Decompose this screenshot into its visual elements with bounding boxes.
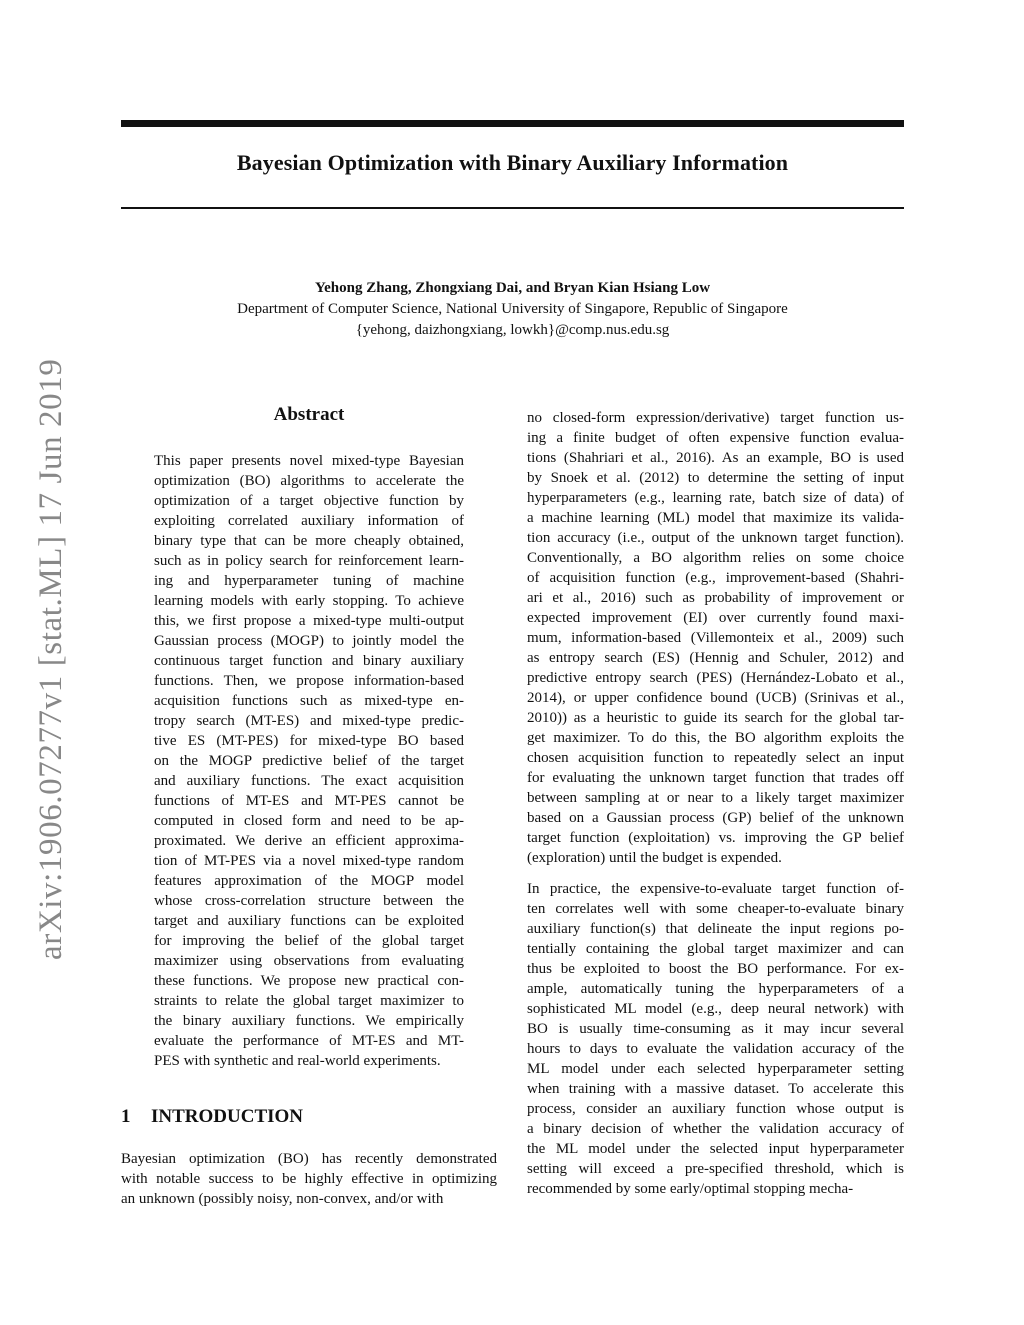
text-line: tive ES (MT-PES) for mixed-type BO based <box>154 733 464 749</box>
text-line: Conventionally, a BO algorithm relies on some choice <box>527 550 904 566</box>
text-line: predictive entropy search (PES) (Hernández-Lobato et al., <box>527 670 904 686</box>
text-line: straints to relate the global target maximizer to <box>154 993 464 1009</box>
text-line: setting will exceed a pre-specified threshold, which is <box>527 1161 904 1177</box>
right-column <box>527 408 904 1210</box>
text-line: 2010)) as a heuristic to guide its search for the global tar- <box>527 710 904 726</box>
section-title: INTRODUCTION <box>151 1106 304 1127</box>
text-line: Gaussian process (MOGP) to jointly model the <box>154 633 464 649</box>
text-line: ari et al., 2016) such as probability of improvement or <box>527 590 904 606</box>
text-line: tions (Shahriari et al., 2016). As an example, BO is used <box>527 450 904 466</box>
text-line: and auxiliary functions. The exact acquisition <box>154 773 464 789</box>
text-line: ten correlates well with some cheaper-to-evaluate binary <box>527 901 904 917</box>
text-line: such as in policy search for reinforcement learn- <box>154 553 464 569</box>
section-number: 1 <box>121 1106 131 1127</box>
text-line: target and auxiliary functions can be exploited <box>154 913 464 929</box>
text-line: PES with synthetic and real-world experiments. <box>154 1053 441 1069</box>
text-line: get maximizer. To do this, the BO algorithm exploits the <box>527 730 904 746</box>
text-line: evaluate the performance of MT-ES and MT- <box>154 1033 464 1049</box>
text-line: tentially containing the global target maximizer and can <box>527 941 904 957</box>
text-line: process, consider an auxiliary function whose output is <box>527 1101 904 1117</box>
section-heading <box>121 1106 501 1128</box>
text-line: a binary decision of whether the validation accuracy of <box>527 1121 904 1137</box>
text-line: these functions. We propose new practical con- <box>154 973 464 989</box>
text-line: features approximation of the MOGP model <box>154 873 464 889</box>
text-line: by Snoek et al. (2012) to determine the setting of input <box>527 470 904 486</box>
text-line: This paper presents novel mixed-type Bayesian <box>154 453 464 469</box>
text-line: hyperparameters (e.g., learning rate, batch size of data) of <box>527 490 904 506</box>
title-rule-top <box>121 120 904 127</box>
text-line: expected improvement (EI) over currently found maxi- <box>527 610 904 626</box>
text-line: tion of MT-PES via a novel mixed-type random <box>154 853 464 869</box>
text-line: functions of MT-ES and MT-PES cannot be <box>154 793 464 809</box>
text-line: target function (exploitation) vs. improving the GP belief <box>527 830 904 846</box>
text-line: the ML model under the selected input hyperparameter <box>527 1141 904 1157</box>
introduction-text <box>121 1149 497 1209</box>
text-line: as entropy search (ES) (Hennig and Schuler, 2012) and <box>527 650 904 666</box>
text-line: ML model under each selected hyperparameter setting <box>527 1061 904 1077</box>
paper-title: Bayesian Optimization with Binary Auxiliary Information <box>236 150 789 175</box>
text-line: when training with a massive dataset. To accelerate this <box>527 1081 904 1097</box>
text-line: ing a finite budget of often expensive function evalua- <box>527 430 904 446</box>
text-line: (exploration) until the budget is expended. <box>527 850 782 866</box>
text-line: recommended by some early/optimal stopping mecha- <box>527 1181 854 1197</box>
text-line: chosen acquisition function to repeatedly select an input <box>527 750 904 766</box>
text-line: between sampling at or near to a likely target maximizer <box>527 790 904 806</box>
text-line: BO is usually time-consuming as it may incur several <box>527 1021 904 1037</box>
abstract-heading: Abstract <box>273 404 345 425</box>
abstract-text <box>154 451 464 1071</box>
email: {yehong, daizhongxiang, lowkh}@comp.nus.edu.sg <box>355 322 670 338</box>
author-block <box>121 278 904 341</box>
text-line: an unknown (possibly noisy, non-convex, and/or with <box>121 1191 444 1207</box>
text-line: a machine learning (ML) model that maximize its valida- <box>527 510 904 526</box>
text-line: with notable success to be highly effective in optimizing <box>121 1171 497 1187</box>
text-line: binary type that can be more cheaply obtained, <box>154 533 464 549</box>
text-line: functions. Then, we propose information-based <box>154 673 464 689</box>
text-line: 2014), or upper confidence bound (UCB) (Srinivas et al., <box>527 690 904 706</box>
text-line: ing and hyperparameter tuning of machine <box>154 573 464 589</box>
text-line: whose cross-correlation structure between the <box>154 893 464 909</box>
text-line: ample, automatically tuning the hyperparameters of a <box>527 981 904 997</box>
text-line: proximated. We derive an efficient approxima- <box>154 833 464 849</box>
text-line: no closed-form expression/derivative) target function us- <box>527 410 904 426</box>
text-line: learning models with early stopping. To achieve <box>154 593 464 609</box>
text-line: for evaluating the unknown target function that trades off <box>527 770 904 786</box>
text-line: acquisition functions such as mixed-type en- <box>154 693 464 709</box>
text-line: exploiting correlated auxiliary information of <box>154 513 464 529</box>
text-line: optimization (BO) algorithms to accelerate the <box>154 473 464 489</box>
text-line: continuous target function and binary auxiliary <box>154 653 464 669</box>
text-line: In practice, the expensive-to-evaluate target function of- <box>527 881 904 897</box>
text-line: tion accuracy (i.e., output of the unknown target function). <box>527 530 904 546</box>
text-line: thus be exploited to boost the BO performance. For ex- <box>527 961 904 977</box>
title-rule-bottom <box>121 207 904 209</box>
text-line: auxiliary function(s) that delineate the input regions po- <box>527 921 904 937</box>
arxiv-identifier: arXiv:1906.07277v1 [stat.ML] 17 Jun 2019 <box>33 358 69 960</box>
text-line: the binary auxiliary functions. We empirically <box>154 1013 464 1029</box>
paragraph <box>527 408 904 868</box>
text-line: based on a Gaussian process (GP) belief of the unknown <box>527 810 904 826</box>
text-line: Bayesian optimization (BO) has recently demonstrated <box>121 1151 497 1167</box>
text-line: computed in closed form and need to be ap- <box>154 813 464 829</box>
text-line: this, we first propose a mixed-type multi-output <box>154 613 464 629</box>
text-line: of acquisition function (e.g., improvement-based (Shahri- <box>527 570 904 586</box>
affiliation: Department of Computer Science, National University of Singapore, Republic of Singapore <box>237 301 788 317</box>
text-line: mum, information-based (Villemonteix et al., 2009) such <box>527 630 904 646</box>
text-line: hours to days to evaluate the validation accuracy of the <box>527 1041 904 1057</box>
text-line: tropy search (MT-ES) and mixed-type predic- <box>154 713 464 729</box>
author-names: Yehong Zhang, Zhongxiang Dai, and Bryan Kian Hsiang Low <box>314 280 711 296</box>
text-line: for improving the belief of the global target <box>154 933 464 949</box>
text-line: sophisticated ML model (e.g., deep neural network) with <box>527 1001 904 1017</box>
text-line: optimization of a target objective function by <box>154 493 464 509</box>
text-line: on the MOGP predictive belief of the target <box>154 753 464 769</box>
text-line: maximizer using observations from evaluating <box>154 953 464 969</box>
paragraph <box>527 879 904 1199</box>
